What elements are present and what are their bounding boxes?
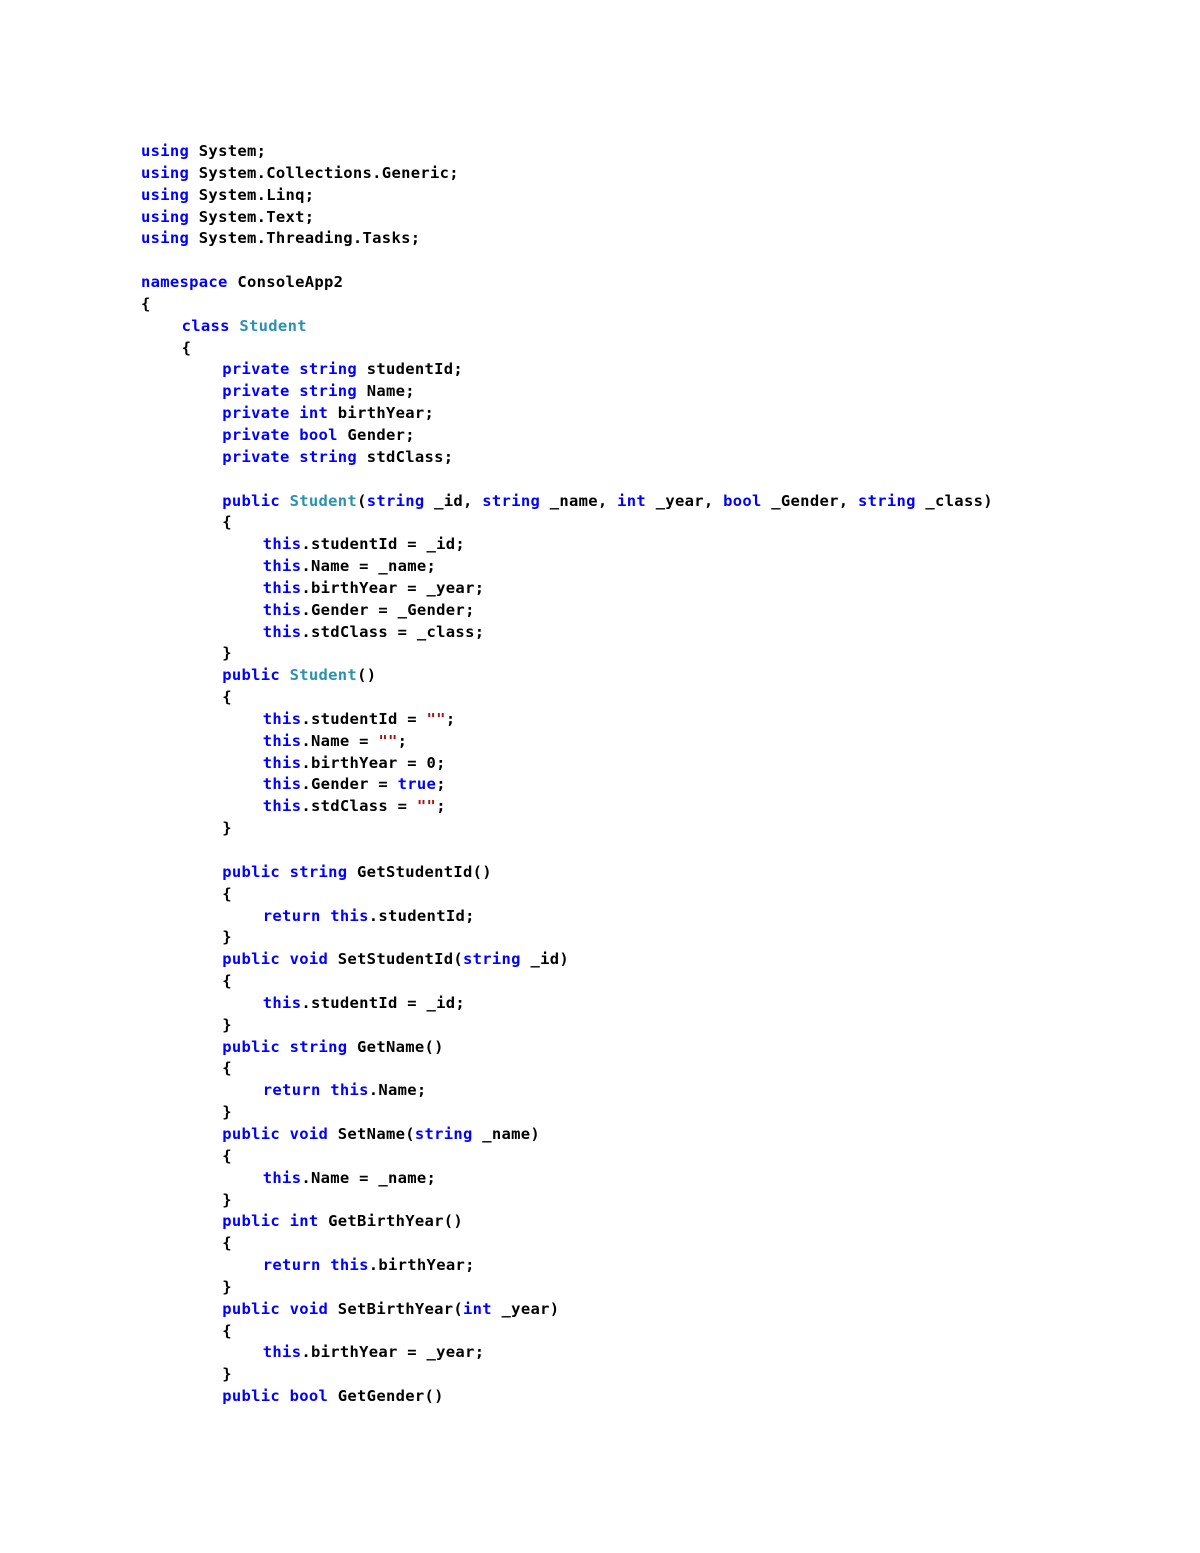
code-keyword: string — [299, 382, 358, 401]
code-keyword: private — [222, 360, 290, 379]
code-keyword: namespace — [141, 273, 228, 292]
code-keyword: void — [289, 1299, 329, 1318]
code-text: SetBirthYear( — [328, 1299, 464, 1318]
code-text: _Gender, — [761, 491, 858, 510]
code-line — [141, 709, 993, 731]
code-text: } — [222, 1190, 232, 1209]
code-line — [141, 1124, 993, 1146]
code-keyword: bool — [723, 491, 762, 510]
code-text: .studentId = _id; — [301, 993, 466, 1012]
code-text: { — [141, 294, 151, 313]
code-text: .Name = _name; — [301, 557, 437, 576]
code-text: } — [222, 1365, 232, 1384]
code-line — [141, 796, 993, 818]
code-text: SetStudentId( — [328, 950, 464, 969]
code-line — [141, 906, 993, 928]
code-keyword: this — [262, 731, 302, 750]
code-text — [280, 950, 290, 968]
code-text — [321, 1081, 331, 1099]
code-text: ; — [397, 731, 408, 750]
code-text: GetBirthYear() — [318, 1212, 464, 1231]
code-line — [141, 687, 993, 709]
code-line — [141, 840, 993, 862]
code-keyword: this — [262, 993, 302, 1012]
code-keyword: public — [222, 1212, 280, 1231]
code-keyword: this — [262, 557, 302, 576]
code-text: .Name = — [301, 731, 379, 750]
code-line — [141, 1233, 993, 1255]
code-keyword: public — [222, 950, 280, 969]
code-line — [141, 534, 993, 556]
code-keyword: string — [463, 950, 521, 969]
code-text — [290, 404, 300, 422]
code-text — [280, 1038, 290, 1056]
code-text: System.Threading.Tasks; — [189, 229, 421, 248]
code-line — [141, 622, 993, 644]
code-keyword: int — [299, 404, 329, 423]
code-keyword: bool — [299, 425, 338, 444]
code-line — [141, 1364, 993, 1386]
code-line — [141, 1299, 993, 1321]
code-keyword: public — [222, 1037, 280, 1056]
code-text: () — [357, 666, 377, 685]
code-keyword: private — [222, 404, 290, 423]
code-keyword: void — [289, 1124, 329, 1143]
code-text: GetGender() — [328, 1387, 444, 1406]
code-keyword: return — [262, 1081, 321, 1100]
code-text: stdClass; — [357, 447, 454, 466]
code-line — [141, 381, 993, 403]
code-line — [141, 141, 993, 163]
code-line — [141, 250, 993, 272]
code-text: .studentId = _id; — [301, 535, 466, 554]
code-line — [141, 774, 993, 796]
code-line — [141, 578, 993, 600]
code-text: _year) — [491, 1299, 560, 1318]
code-text: Name; — [357, 382, 415, 401]
code-line — [141, 1211, 993, 1233]
code-string-literal: "" — [416, 797, 437, 816]
code-text — [321, 907, 331, 925]
code-text: .Name = _name; — [301, 1168, 437, 1187]
code-text: .studentId = — [301, 709, 427, 728]
code-line — [141, 447, 993, 469]
code-line — [141, 971, 993, 993]
code-text: studentId; — [357, 360, 464, 379]
code-line — [141, 316, 993, 338]
code-line — [141, 1386, 993, 1408]
code-text: { — [222, 1146, 232, 1165]
code-text: .birthYear = _year; — [301, 1343, 485, 1362]
code-line — [141, 753, 993, 775]
code-text — [290, 382, 300, 400]
code-keyword: string — [289, 862, 348, 881]
code-keyword: this — [262, 797, 302, 816]
code-keyword: this — [262, 622, 302, 641]
code-keyword: this — [330, 1081, 369, 1100]
code-line — [141, 1190, 993, 1212]
code-text: _id, — [424, 491, 483, 510]
code-keyword: string — [299, 447, 358, 466]
code-line — [141, 403, 993, 425]
code-text: ( — [357, 491, 367, 510]
code-keyword: public — [222, 1387, 280, 1406]
code-text: { — [222, 1321, 232, 1340]
code-text: SetName( — [328, 1124, 415, 1143]
code-keyword: int — [289, 1212, 319, 1231]
code-text — [280, 863, 290, 881]
code-line — [141, 1321, 993, 1343]
code-text: { — [181, 338, 192, 357]
code-keyword: bool — [289, 1387, 329, 1406]
code-text: System.Linq; — [189, 185, 315, 204]
code-type-name: Student — [239, 316, 307, 335]
code-line — [141, 1255, 993, 1277]
code-line — [141, 1277, 993, 1299]
code-line — [141, 665, 993, 687]
code-line — [141, 731, 993, 753]
code-text: { — [222, 1059, 232, 1078]
code-text: .stdClass = _class; — [301, 622, 485, 641]
code-line — [141, 818, 993, 840]
code-keyword: this — [262, 1343, 302, 1362]
code-text — [230, 317, 240, 335]
code-listing — [141, 141, 993, 1408]
code-line — [141, 185, 993, 207]
code-keyword: this — [262, 775, 302, 794]
code-keyword: public — [222, 1124, 280, 1143]
code-line — [141, 949, 993, 971]
code-line — [141, 556, 993, 578]
code-text: _year, — [646, 491, 724, 510]
code-text: } — [222, 819, 232, 838]
code-text — [280, 1387, 290, 1405]
code-line — [141, 643, 993, 665]
code-line — [141, 1146, 993, 1168]
code-keyword: string — [366, 491, 425, 510]
code-text: _id) — [520, 950, 569, 969]
code-text: ConsoleApp2 — [227, 273, 344, 292]
code-keyword: int — [463, 1299, 492, 1318]
code-text: birthYear; — [328, 404, 435, 423]
code-keyword: this — [330, 1256, 369, 1275]
code-keyword: using — [141, 229, 190, 248]
code-text: _name, — [540, 491, 618, 510]
code-keyword: using — [141, 142, 190, 160]
code-text: ; — [436, 775, 446, 794]
code-line — [141, 1058, 993, 1080]
code-keyword: using — [141, 207, 190, 226]
code-keyword: using — [141, 185, 190, 204]
code-line — [141, 1168, 993, 1190]
code-text: } — [222, 1103, 232, 1122]
code-keyword: true — [397, 775, 437, 794]
code-text: System.Text; — [189, 207, 315, 226]
code-keyword: this — [262, 1168, 302, 1187]
code-text — [280, 1300, 290, 1318]
code-text — [290, 426, 300, 444]
code-keyword: public — [222, 666, 280, 685]
code-line — [141, 338, 993, 360]
code-text: { — [222, 1234, 232, 1253]
code-text: _class) — [915, 491, 993, 510]
code-keyword: public — [222, 862, 280, 881]
code-text: GetName() — [347, 1037, 444, 1056]
code-text: .birthYear = 0; — [301, 753, 446, 772]
code-keyword: using — [141, 163, 190, 182]
code-line — [141, 294, 993, 316]
code-text — [290, 360, 300, 378]
code-keyword: public — [222, 1299, 280, 1318]
code-line — [141, 862, 993, 884]
code-line — [141, 1037, 993, 1059]
code-text: .studentId; — [368, 906, 475, 925]
code-line — [141, 359, 993, 381]
code-text — [280, 666, 290, 684]
code-line — [141, 512, 993, 534]
code-text: .birthYear = _year; — [301, 578, 485, 597]
code-line — [141, 1015, 993, 1037]
code-keyword: private — [222, 382, 290, 401]
code-keyword: int — [617, 491, 647, 510]
code-keyword: class — [181, 316, 230, 335]
code-line — [141, 469, 993, 491]
code-text — [280, 492, 290, 510]
code-text: _name) — [472, 1124, 541, 1143]
code-line — [141, 207, 993, 229]
code-keyword: string — [299, 360, 358, 379]
code-line — [141, 272, 993, 294]
code-text: { — [222, 972, 232, 991]
code-text: } — [222, 1015, 232, 1034]
code-text: { — [222, 513, 232, 532]
code-keyword: this — [262, 600, 302, 619]
code-text: Gender; — [337, 425, 415, 444]
code-keyword: this — [262, 753, 302, 772]
code-line — [141, 927, 993, 949]
code-type-name: Student — [289, 491, 358, 510]
code-line — [141, 993, 993, 1015]
code-text — [321, 1256, 331, 1274]
code-keyword: string — [482, 491, 541, 510]
code-text: .stdClass = — [301, 797, 417, 816]
code-text: System; — [189, 142, 267, 160]
code-text: { — [222, 884, 232, 903]
code-string-literal: "" — [426, 709, 446, 728]
code-keyword: void — [289, 950, 329, 969]
code-text — [280, 1125, 290, 1143]
code-line — [141, 425, 993, 447]
code-text — [280, 1212, 290, 1230]
code-line — [141, 491, 993, 513]
code-text: GetStudentId() — [347, 862, 492, 881]
code-text: } — [222, 644, 232, 663]
code-text: ; — [436, 797, 446, 816]
code-line — [141, 1342, 993, 1364]
code-line — [141, 228, 993, 250]
code-string-literal: "" — [378, 731, 398, 750]
code-keyword: string — [414, 1124, 473, 1143]
code-line — [141, 1080, 993, 1102]
code-line — [141, 600, 993, 622]
code-text: .Gender = _Gender; — [301, 600, 475, 619]
code-keyword: return — [262, 906, 321, 925]
code-keyword: string — [857, 491, 916, 510]
code-text: .Name; — [368, 1081, 427, 1100]
code-text: } — [222, 928, 232, 947]
code-type-name: Student — [289, 666, 358, 685]
code-keyword: return — [262, 1256, 321, 1275]
code-text: System.Collections.Generic; — [189, 163, 459, 182]
code-keyword: string — [289, 1037, 348, 1056]
code-text: ; — [445, 709, 456, 728]
code-keyword: this — [262, 535, 302, 554]
code-keyword: this — [262, 578, 302, 597]
code-text: .birthYear; — [368, 1256, 475, 1275]
code-keyword: private — [222, 425, 290, 444]
code-keyword: private — [222, 447, 290, 466]
code-text: } — [222, 1277, 232, 1296]
code-line — [141, 1102, 993, 1124]
code-keyword: this — [330, 906, 369, 925]
code-line — [141, 163, 993, 185]
code-keyword: public — [222, 491, 280, 510]
code-text — [290, 448, 300, 466]
code-text: { — [222, 688, 232, 707]
code-line — [141, 884, 993, 906]
code-keyword: this — [262, 709, 302, 728]
code-text: .Gender = — [301, 775, 398, 794]
